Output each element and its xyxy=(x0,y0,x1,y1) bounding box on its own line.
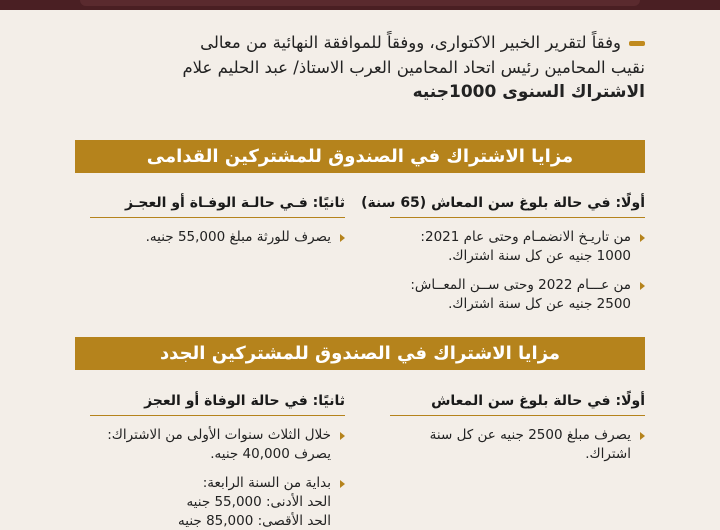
list-item-line: يصرف للورثة مبلغ 55,000 جنيه. xyxy=(145,229,331,245)
old-retirement-column xyxy=(361,195,645,324)
list-item xyxy=(390,228,645,266)
list-item-line: خلال الثلاث سنوات الأولى من الاشتراك: xyxy=(107,427,331,443)
new-retirement-column xyxy=(390,393,645,474)
old-subscribers-header: مزايا الاشتراك في الصندوق للمشتركين القدامى xyxy=(75,140,645,173)
list-item-line: 2500 جنيه عن كل سنة اشتراك. xyxy=(448,296,631,312)
old-retirement-title: أولًا: في حالة بلوغ سن المعاش (65 سنة) xyxy=(390,195,645,218)
list-item-line: الحد الأقصى: 85,000 جنيه xyxy=(178,513,331,529)
intro-line-1 xyxy=(65,30,645,55)
top-decorative-band xyxy=(0,0,720,10)
old-death-disability-column xyxy=(90,195,345,257)
list-item-line: يصرف مبلغ 2500 جنيه عن كل سنة xyxy=(429,427,631,443)
intro-line-1-text: وفقاً لتقرير الخبير الاكتوارى، ووفقاً للموافقة النهائية من معالى xyxy=(200,33,621,52)
list-item xyxy=(90,228,345,247)
list-item-line: يصرف 40,000 جنيه. xyxy=(210,446,331,462)
list-item-line: الحد الأدنى: 55,000 جنيه xyxy=(186,494,331,510)
list-item xyxy=(390,426,645,464)
list-item xyxy=(90,474,345,530)
new-death-title: ثانيًا: في حالة الوفاة أو العجز xyxy=(90,393,345,416)
dash-bullet-icon xyxy=(629,41,645,46)
new-death-disability-column xyxy=(90,393,345,530)
list-item-line: من تاريـخ الانضمـام وحتى عام 2021: xyxy=(420,229,631,245)
list-item-line: 1000 جنيه عن كل سنة اشتراك. xyxy=(448,248,631,264)
annual-fee: الاشتراك السنوى 1000جنيه xyxy=(412,82,645,102)
list-item-line: بداية من السنة الرابعة: xyxy=(202,475,331,491)
list-item xyxy=(90,426,345,464)
intro-paragraph xyxy=(65,30,645,105)
list-item-line: اشتراك. xyxy=(585,446,631,462)
intro-line-2: نقيب المحامين رئيس اتحاد المحامين العرب الاستاذ/ عبد الحليم علام xyxy=(182,58,645,77)
new-subscribers-header: مزايا الاشتراك في الصندوق للمشتركين الجدد xyxy=(75,337,645,370)
new-retirement-title: أولًا: في حالة بلوغ سن المعاش xyxy=(390,393,645,416)
list-item xyxy=(390,276,645,314)
old-death-title: ثانيًا: فـي حالـة الوفـاة أو العجـز xyxy=(90,195,345,218)
top-band-tab xyxy=(80,0,640,6)
list-item-line: من عـــام 2022 وحتى ســن المعــاش: xyxy=(410,277,631,293)
